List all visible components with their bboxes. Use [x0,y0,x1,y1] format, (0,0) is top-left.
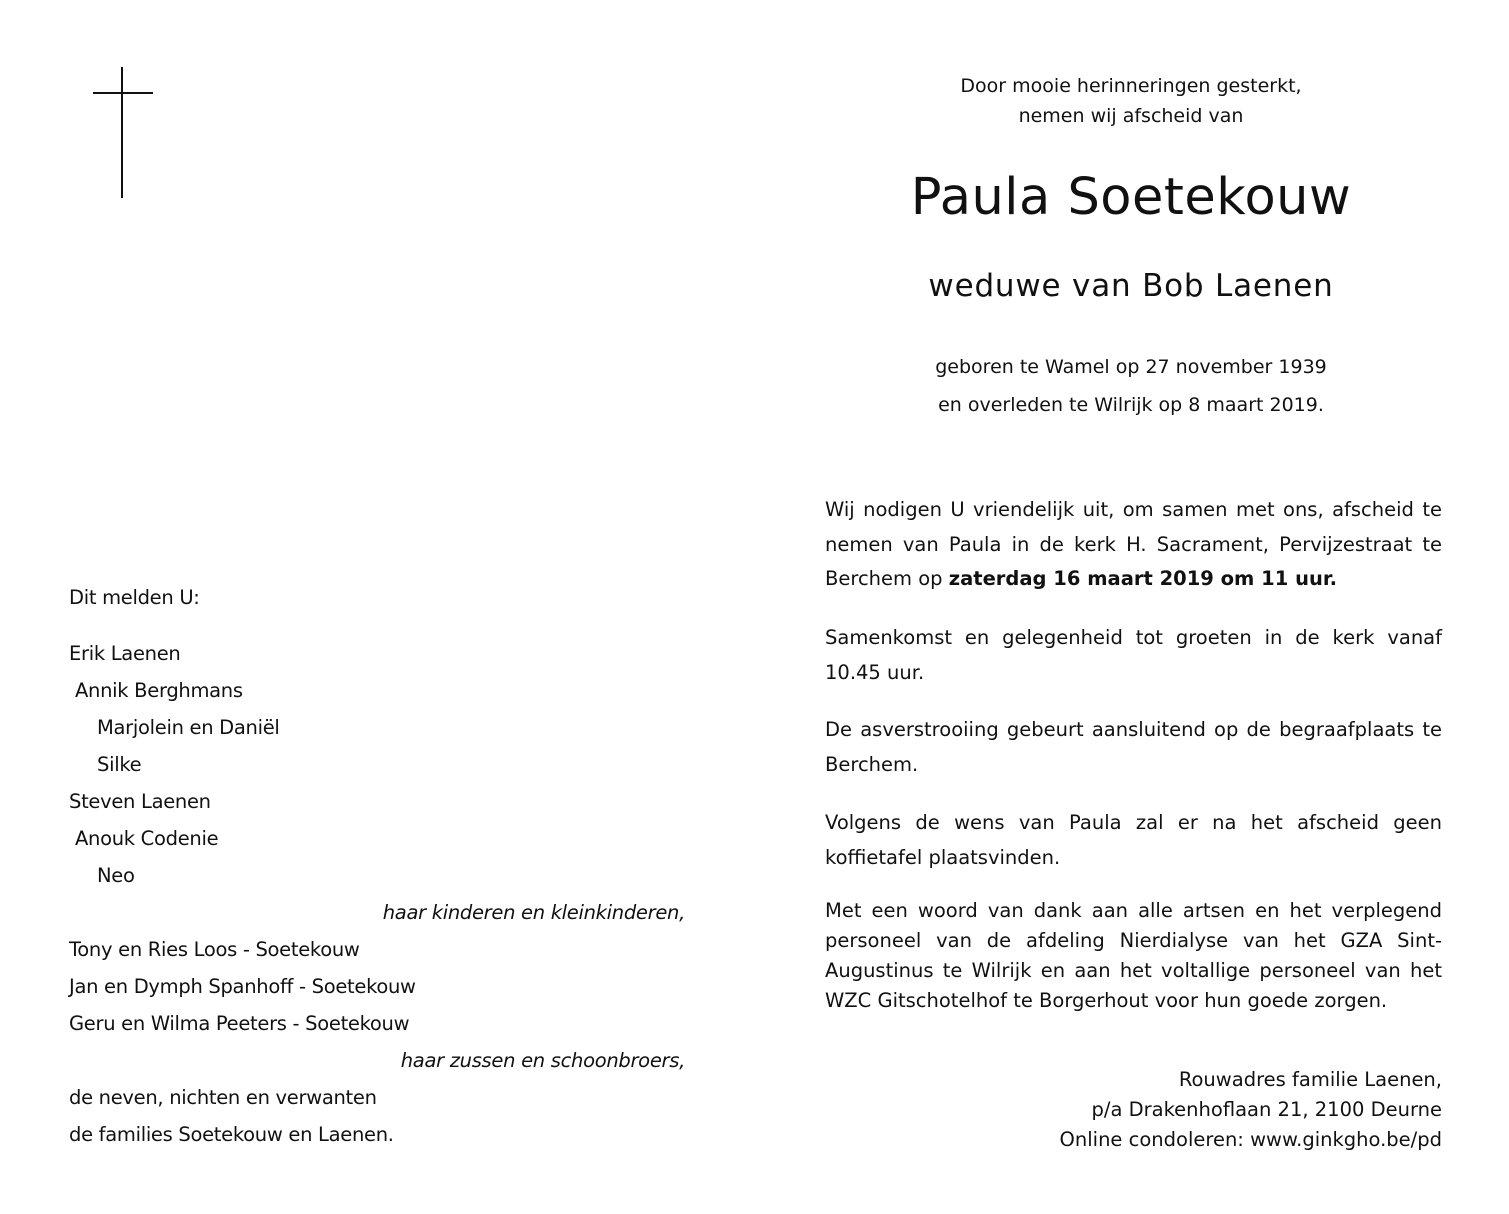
ash-scattering-paragraph: De asverstrooiing gebeurt aansluitend op de begraafplaats te Berchem. [825,718,1442,776]
invitation-text: Wij nodigen U vriendelijk uit, om samen met ons, afscheid te nemen van Paula in de kerk H. Sacrament, Pervijzestraat te Berchem op [825,498,1442,590]
relation-label-siblings: haar zussen en schoonbroers, [400,1049,685,1072]
sibling: Jan en Dymph Spanhoff - Soetekouw [69,975,416,998]
gathering-paragraph: Samenkomst en gelegenheid tot groeten in de kerk vanaf 10.45 uur. [825,626,1442,684]
relation-label-children: haar kinderen en kleinkinderen, [382,901,685,924]
intro-line-1: Door mooie herinneringen gesterkt, [960,75,1302,97]
announcement-intro: Dit melden U: [69,586,200,609]
family-member: Neo [97,864,135,887]
mourning-address: p/a Drakenhoflaan 21, 2100 Deurne [1091,1098,1442,1121]
cross-vertical-bar [121,67,123,198]
sibling: Tony en Ries Loos - Soetekouw [69,938,360,961]
cross-horizontal-bar [93,92,153,94]
intro-line-2: nemen wij afscheid van [1018,105,1244,127]
ceremony-datetime: zaterdag 16 maart 2019 om 11 uur. [948,567,1338,590]
mourning-address-label: Rouwadres familie Laenen, [1178,1068,1442,1091]
deceased-name: Paula Soetekouw [910,168,1352,227]
reception-paragraph: Volgens de wens van Paula zal er na het afscheid geen koffietafel plaatsvinden. [825,811,1442,869]
sibling: Geru en Wilma Peeters - Soetekouw [69,1012,410,1035]
intro-text [880,71,1382,131]
family-member: Steven Laenen [69,790,211,813]
online-condolence-link[interactable]: Online condoleren: www.ginkgho.be/pd [1059,1128,1442,1151]
families: de families Soetekouw en Laenen. [69,1123,394,1146]
life-dates [880,348,1382,424]
family-member: Marjolein en Daniël [97,716,280,739]
family-member: Erik Laenen [69,642,181,665]
family-member: Annik Berghmans [75,679,243,702]
family-member: Silke [97,753,142,776]
contact-block [825,1065,1442,1155]
widow-of: weduwe van Bob Laenen [928,268,1334,304]
death-line: en overleden te Wilrijk op 8 maart 2019. [938,394,1324,416]
family-member: Anouk Codenie [75,827,219,850]
thanks-paragraph: Met een woord van dank aan alle artsen en het verplegend personeel van de afdeling Nierdialyse van het GZA Sint-Augustinus te Wilrijk en aan het voltallige personeel van het WZC Gitschotelhof te Borgerhout voor hun goede zorgen. [825,899,1442,1012]
relatives: de neven, nichten en verwanten [69,1086,377,1109]
invitation-paragraph [825,493,1442,597]
birth-line: geboren te Wamel op 27 november 1939 [935,356,1327,378]
